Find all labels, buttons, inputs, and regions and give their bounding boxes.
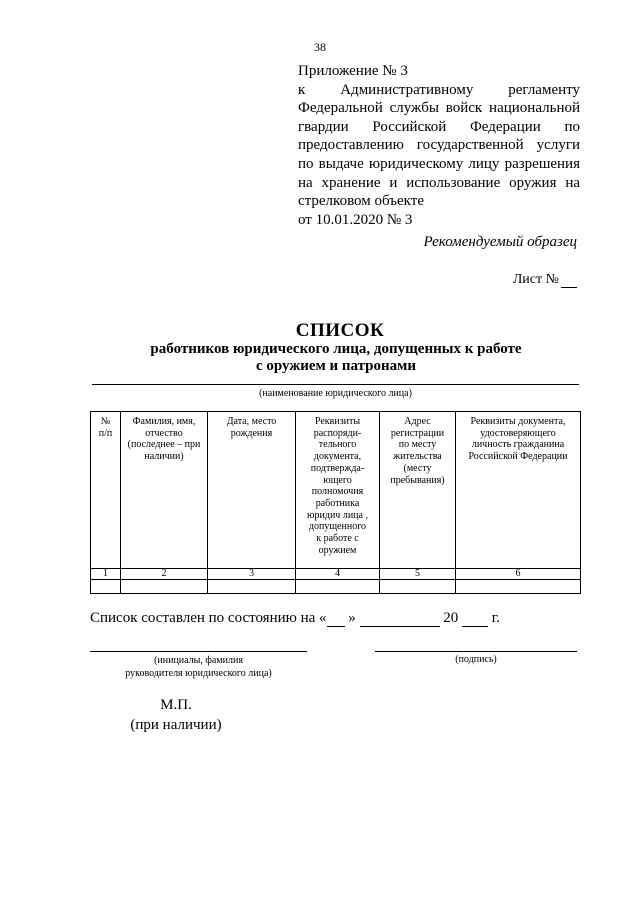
annex-line: на хранение и использование оружия на: [298, 174, 580, 191]
entity-name-caption: (наименование юридического лица): [259, 388, 412, 399]
year-blank: [462, 610, 488, 627]
stamp-label: М.П.: [160, 697, 192, 713]
header-cell-full-name: Фамилия, имя, отчество (последнее – при наличии): [121, 412, 208, 569]
compiled-quote-close: »: [348, 610, 356, 626]
header-cell-order-details: Реквизиты распоряди- тельного документа, подтвержда- ющего полномочия работника юридич лица , допущенного к работе с оружием: [296, 412, 380, 569]
compiled-as-of-line: [90, 610, 500, 627]
table-cell: [380, 580, 456, 594]
annex-line: стрелковом объекте: [298, 193, 424, 210]
annex-line: к Административному регламенту: [298, 81, 580, 98]
column-number-cell: 4: [296, 569, 380, 580]
header-cell-address: Адрес регистрации по месту жительства (месту пребывания): [380, 412, 456, 569]
column-number-cell: 3: [208, 569, 296, 580]
name-signature-caption: [90, 654, 307, 680]
sheet-number-label: Лист №: [512, 272, 559, 287]
compiled-prefix: Список составлен по состоянию на «: [90, 610, 327, 626]
column-number-cell: 6: [456, 569, 581, 580]
day-blank: [327, 610, 345, 627]
page-number: 38: [314, 40, 326, 54]
recommended-sample-label: Рекомендуемый образец: [423, 234, 577, 250]
header-cell-birth: Дата, место рождения: [208, 412, 296, 569]
column-number-cell: 2: [121, 569, 208, 580]
table-cell: [296, 580, 380, 594]
sheet-number-blank: [561, 273, 577, 288]
name-signature-line: [90, 651, 307, 652]
stamp-note: (при наличии): [130, 717, 222, 733]
annex-line: предоставлению государственной услуги: [298, 137, 580, 154]
column-number-cell: 1: [91, 569, 121, 580]
annex-line: от 10.01.2020 № 3: [298, 211, 413, 228]
compiled-suffix: г.: [491, 610, 500, 626]
name-caption-line: (инициалы, фамилия: [154, 655, 243, 666]
sheet-number: [300, 272, 577, 288]
header-cell-id-document: Реквизиты документа, удостоверяющего личность гражданина Российской Федерации: [456, 412, 581, 569]
signature-line: [375, 651, 577, 652]
table-column-numbers-row: [91, 569, 581, 580]
column-number-cell: 5: [380, 569, 456, 580]
signature-caption: (подпись): [455, 654, 497, 665]
document-title: СПИСОК: [295, 320, 385, 341]
workers-table: [90, 411, 581, 594]
name-caption-line: руководителя юридического лица): [125, 668, 272, 679]
table-header-row: [91, 412, 581, 569]
annex-line: Приложение № 3: [298, 63, 408, 79]
table-row: [91, 580, 581, 594]
table-cell: [456, 580, 581, 594]
document-subtitle: с оружием и патронами: [255, 358, 417, 374]
table-cell: [91, 580, 121, 594]
entity-name-line: [92, 384, 579, 385]
header-cell-number: № п/п: [91, 412, 121, 569]
table-cell: [208, 580, 296, 594]
month-blank: [360, 610, 440, 627]
annex-line: Федеральной службы войск национальной: [298, 100, 580, 117]
stamp-place: [130, 695, 222, 735]
annex-line: по выдаче юридическому лицу разрешения: [298, 155, 580, 172]
compiled-year-prefix: 20: [443, 610, 459, 626]
annex-line: гвардии Российской Федерации по: [298, 118, 580, 135]
table-cell: [121, 580, 208, 594]
document-subtitle: работников юридического лица, допущенных к работе: [150, 341, 522, 357]
annex-header: [298, 62, 580, 229]
